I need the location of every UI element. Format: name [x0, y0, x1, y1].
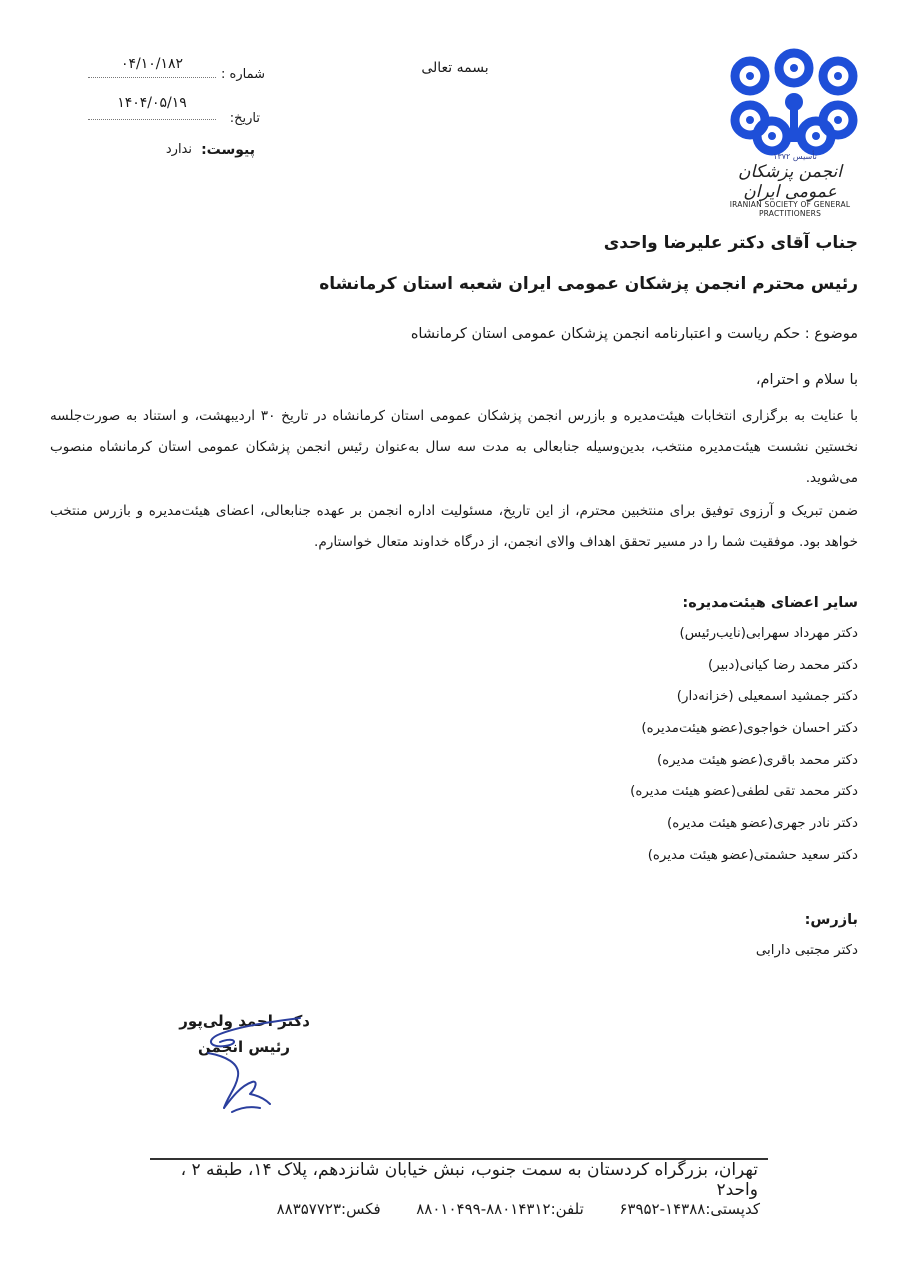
greeting: با سلام و احترام،	[755, 372, 858, 388]
footer-phone: تلفن:۸۸۰۱۴۳۱۲-۸۸۰۱۰۴۹۹	[416, 1200, 584, 1218]
attachment-value: ندارد	[165, 142, 192, 157]
handwritten-signature	[180, 1008, 310, 1123]
paragraph-appointment: با عنایت به برگزاری انتخابات هیئت‌مدیره و بازرس انجمن پزشکان عمومی استان کرمانشاه در تاریخ ۳۰ اردیبهشت، و استناد به صورت‌جلسه نخستین نشست هیئت‌مدیره منتخب، بدین‌وسیله جنابعالی به مدت سه سال به‌عنوان رئیس انجمن پزشکان عمومی استان کرمانشاه منصوب می‌شوید.	[50, 408, 858, 486]
attachment-label: پیوست:	[201, 142, 255, 158]
board-heading: سایر اعضای هیئت‌مدیره:	[682, 595, 858, 611]
inspector-name: دکتر مجتبی دارابی	[755, 943, 858, 958]
besmellah: بسمه تعالی	[421, 60, 489, 76]
board-member: دکتر احسان خواجوی(عضو هیئت‌مدیره)	[641, 721, 858, 737]
board-member-list	[480, 626, 858, 880]
signatory-title: رئیس انجمن	[198, 1038, 290, 1056]
addressee-title: رئیس محترم انجمن پزشکان عمومی ایران شعبه استان کرمانشاه	[319, 274, 858, 294]
signatory-name: دکتر احمد ولی‌پور	[179, 1012, 310, 1030]
date-label: تاریخ:	[229, 111, 260, 126]
paragraph-wishes: ضمن تبریک و آرزوی توفیق برای منتخبین محترم، از این تاریخ، مسئولیت اداره انجمن بر عهده جنابعالی، اعضای هیئت‌مدیره و بازرس منتخب خواهد بود. موفقیت شما را در مسیر تحقق اهداف والای انجمن، از درگاه خداوند متعال خواستارم.	[50, 503, 858, 550]
society-logo	[728, 48, 860, 156]
logo-name-en: IRANIAN SOCIETY OF GENERAL PRACTITIONERS	[729, 200, 851, 218]
logo-name-fa: انجمن پزشکان عمومی ایران	[737, 162, 842, 202]
board-member: دکتر سعید حشمتی(عضو هیئت مدیره)	[647, 847, 858, 863]
board-member: دکتر محمد رضا کیانی(دبیر)	[708, 657, 858, 673]
inspector-heading: بازرس:	[804, 912, 858, 928]
board-member: دکتر محمد باقری(عضو هیئت مدیره)	[656, 752, 858, 768]
footer-contacts	[160, 1200, 760, 1218]
footer-postal-code: کدپستی:۱۴۳۸۸-۶۳۹۵۲	[619, 1200, 760, 1218]
footer-address: تهران، بزرگراه کردستان به سمت جنوب، نبش خیابان شانزدهم، پلاک ۱۴، طبقه ۲ ، واحد۲	[180, 1160, 758, 1200]
board-member: دکتر نادر جهری(عضو هیئت مدیره)	[667, 816, 858, 832]
board-member: دکتر مهرداد سهرابی(نایب‌رئیس)	[679, 626, 858, 641]
footer-fax: فکس:۸۸۳۵۷۷۲۳	[276, 1200, 381, 1218]
number-value: ۰۴/۱۰/۱۸۲	[88, 56, 216, 78]
number-label: شماره :	[221, 67, 265, 82]
addressee: جناب آقای دکتر علیرضا واحدی	[603, 233, 858, 253]
subject: موضوع : حکم ریاست و اعتبارنامه انجمن پزشکان عمومی استان کرمانشاه	[410, 326, 858, 342]
board-member: دکتر محمد تقی لطفی(عضو هیئت مدیره)	[630, 784, 858, 800]
logo-established: تأسیس ۱۳۷۲	[773, 152, 817, 161]
date-value: ۱۴۰۴/۰۵/۱۹	[88, 95, 216, 120]
board-member: دکتر جمشید اسمعیلی (خزانه‌دار)	[676, 689, 858, 705]
